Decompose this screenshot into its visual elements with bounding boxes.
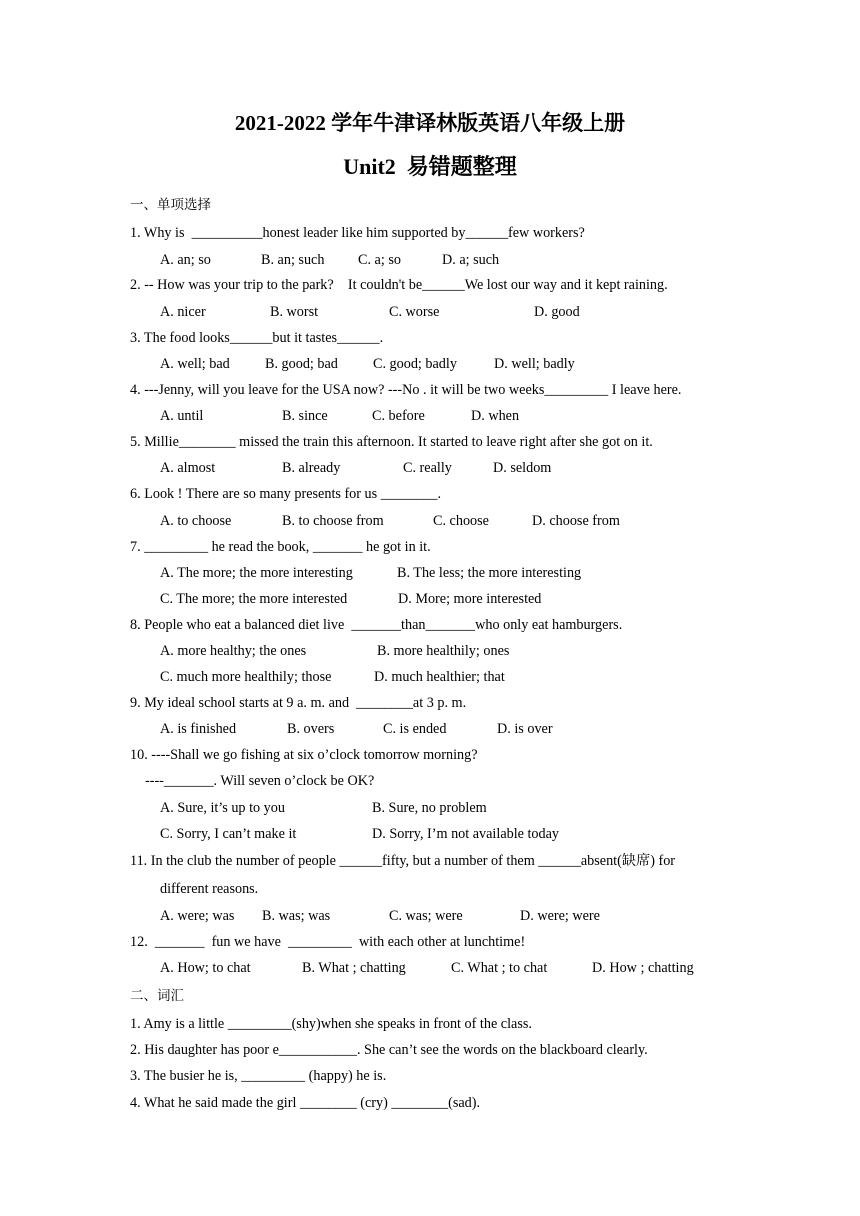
option-c: C. What ; to chat (451, 960, 548, 976)
option-a: A. The more; the more interesting (160, 565, 353, 581)
section-heading-multiple-choice: 一、单项选择 (130, 197, 211, 213)
options-row (160, 303, 720, 321)
options-row (160, 907, 720, 925)
question-8: 8. People who eat a balanced diet live _______than_______who only eat hamburgers. (130, 617, 623, 633)
option-c: C. was; were (389, 908, 463, 924)
option-b: B. to choose from (282, 513, 384, 529)
vocab-item-4: 4. What he said made the girl ________ (cry) ________(sad). (130, 1095, 481, 1111)
option-b: B. The less; the more interesting (397, 565, 582, 581)
question-2: 2. -- How was your trip to the park? It couldn't be______We lost our way and it kept raining. (130, 277, 668, 293)
option-d: D. seldom (493, 460, 552, 476)
question-7: 7. _________ he read the book, _______ he got in it. (130, 539, 431, 555)
option-c: C. worse (389, 304, 440, 320)
option-a: A. almost (160, 460, 216, 476)
option-a: A. until (160, 408, 204, 424)
vocab-item-1: 1. Amy is a little _________(shy)when she speaks in front of the class. (130, 1016, 532, 1032)
option-d: D. More; more interested (398, 591, 542, 607)
vocab-item-3: 3. The busier he is, _________ (happy) he is. (130, 1068, 387, 1084)
option-d: D. Sorry, I’m not available today (372, 826, 560, 842)
option-b: B. an; such (261, 252, 325, 268)
question-9: 9. My ideal school starts at 9 a. m. and ________at 3 p. m. (130, 695, 467, 711)
option-b: B. worst (270, 304, 319, 320)
options-row (160, 564, 720, 582)
option-a: A. well; bad (160, 356, 230, 372)
option-b: B. already (282, 460, 341, 476)
question-11-continued: different reasons. (160, 881, 259, 897)
option-b: B. Sure, no problem (372, 800, 487, 816)
option-a: A. nicer (160, 304, 206, 320)
question-10-reply: ----_______. Will seven o’clock be OK? (145, 773, 375, 789)
section-heading-vocabulary: 二、词汇 (130, 988, 184, 1004)
option-c: C. much more healthily; those (160, 669, 332, 685)
option-d: D. is over (497, 721, 553, 737)
option-d: D. were; were (520, 908, 600, 924)
option-c: C. before (372, 408, 425, 424)
options-row (160, 251, 720, 269)
document-title: 2021-2022 学年牛津译林版英语八年级上册 (234, 111, 626, 135)
vocab-item-2: 2. His daughter has poor e___________. She can’t see the words on the blackboard clearly. (130, 1042, 648, 1058)
option-a: A. more healthy; the ones (160, 643, 307, 659)
option-b: B. since (282, 408, 328, 424)
option-d: D. good (534, 304, 580, 320)
question-3: 3. The food looks______but it tastes______. (130, 330, 384, 346)
document-subtitle: Unit2 易错题整理 (343, 154, 517, 179)
options-row (160, 668, 720, 686)
option-d: D. choose from (532, 513, 620, 529)
option-c: C. choose (433, 513, 489, 529)
question-4: 4. ---Jenny, will you leave for the USA now? ---No . it will be two weeks_________ I leave here. (130, 382, 682, 398)
option-a: A. How; to chat (160, 960, 251, 976)
question-6: 6. Look ! There are so many presents for us ________. (130, 486, 442, 502)
options-row (160, 459, 720, 477)
option-d: D. when (471, 408, 520, 424)
options-row (160, 512, 720, 530)
option-a: A. Sure, it’s up to you (160, 800, 285, 816)
option-b: B. was; was (262, 908, 331, 924)
options-row (160, 407, 720, 425)
options-row (160, 355, 720, 373)
option-c: C. good; badly (373, 356, 457, 372)
option-c: C. is ended (383, 721, 447, 737)
option-b: B. more healthily; ones (377, 643, 510, 659)
option-a: A. were; was (160, 908, 235, 924)
question-11: 11. In the club the number of people ______fifty, but a number of them ______absent(缺席) for (130, 853, 676, 869)
option-c: C. The more; the more interested (160, 591, 348, 607)
option-b: B. good; bad (265, 356, 338, 372)
option-d: D. much healthier; that (374, 669, 505, 685)
question-12: 12. _______ fun we have _________ with each other at lunchtime! (130, 934, 526, 950)
options-row (160, 799, 720, 817)
options-row (160, 642, 720, 660)
question-1: 1. Why is __________honest leader like him supported by______few workers? (130, 225, 585, 241)
options-row (160, 590, 720, 608)
options-row (160, 959, 760, 977)
option-a: A. an; so (160, 252, 211, 268)
option-d: D. How ; chatting (592, 960, 694, 976)
options-row (160, 720, 720, 738)
question-10: 10. ----Shall we go fishing at six o’clock tomorrow morning? (130, 747, 478, 763)
option-c: C. a; so (358, 252, 401, 268)
option-b: B. overs (287, 721, 335, 737)
option-a: A. is finished (160, 721, 237, 737)
option-d: D. well; badly (494, 356, 575, 372)
option-c: C. Sorry, I can’t make it (160, 826, 297, 842)
option-b: B. What ; chatting (302, 960, 406, 976)
option-c: C. really (403, 460, 452, 476)
option-d: D. a; such (442, 252, 500, 268)
options-row (160, 825, 720, 843)
question-5: 5. Millie________ missed the train this afternoon. It started to leave right after she got on it. (130, 434, 653, 450)
option-a: A. to choose (160, 513, 232, 529)
